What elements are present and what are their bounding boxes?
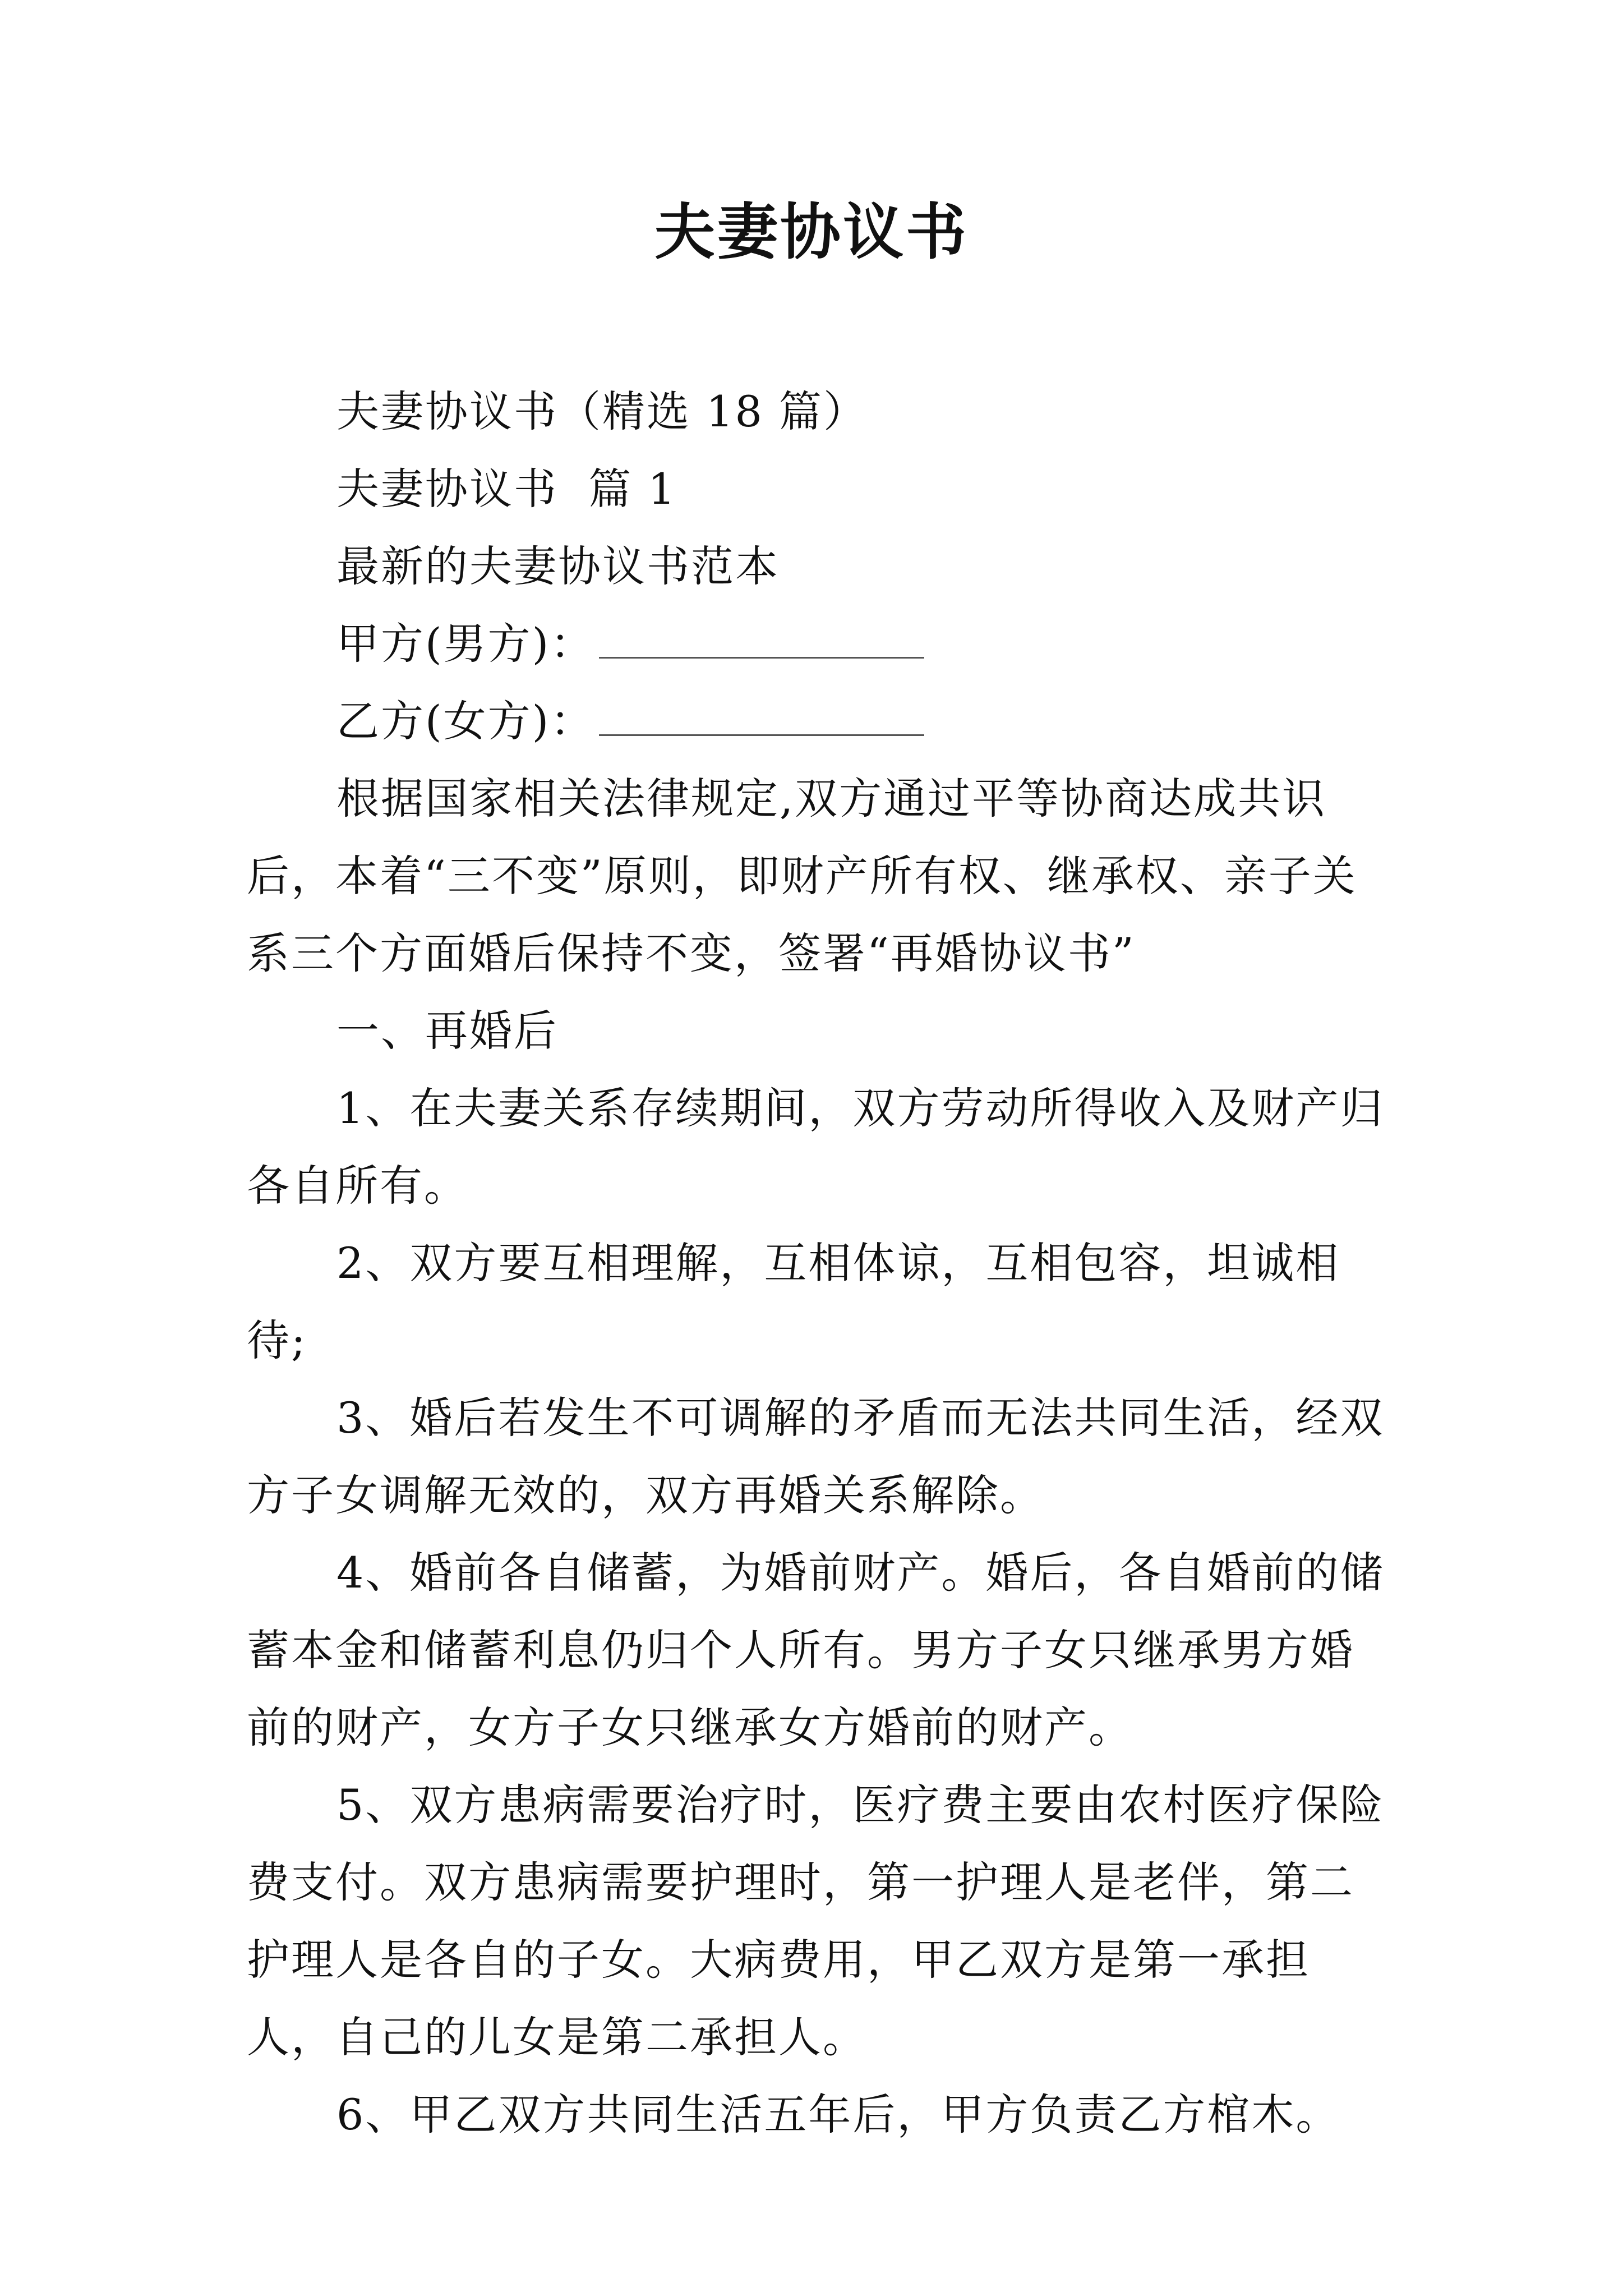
- party-a-blank-line: [599, 623, 924, 659]
- document-name: 最新的夫妻协议书范本: [336, 541, 780, 591]
- party-a-label: 甲方(男方)：: [336, 619, 595, 669]
- intro-paragraph: 根据国家相关法律规定,双方通过平等协商达成共识后，本着“三不变”原则，即财产所有权、继承权、亲子关系三个方面婚后保持不变，签署“再婚协议书”: [247, 774, 1357, 978]
- clause-3: 3、婚后若发生不可调解的矛盾而无法共同生活，经双方子女调解无效的，双方再婚关系解除。: [247, 1393, 1385, 1520]
- clause-6: 6、甲乙双方共同生活五年后，甲方负责乙方棺木。: [336, 2090, 1340, 2139]
- party-b-field: [247, 683, 1391, 760]
- section-heading: 夫妻协议书 篇 1: [336, 464, 677, 514]
- document-title: 夫妻协议书: [654, 197, 969, 268]
- party-a-field: [247, 605, 1391, 683]
- clause-5: 5、双方患病需要治疗时，医疗费主要由农村医疗保险费支付。双方患病需要护理时，第一护理人是老伴，第二护理人是各自的子女。大病费用，甲乙双方是第一承担人，自己的儿女是第二承担人。: [247, 1780, 1385, 2062]
- document-body: [247, 373, 1391, 2154]
- clause-2: 2、双方要互相理解，互相体谅，互相包容，坦诚相待;: [247, 1238, 1340, 1365]
- party-b-label: 乙方(女方)：: [336, 696, 595, 746]
- document-subtitle: 夫妻协议书（精选 18 篇）: [336, 386, 868, 436]
- clause-1: 1、在夫妻关系存续期间，双方劳动所得收入及财产归各自所有。: [247, 1083, 1385, 1211]
- party-b-blank-line: [599, 701, 924, 736]
- heading-remarriage: 一、再婚后: [336, 1006, 558, 1056]
- clause-4: 4、婚前各自储蓄，为婚前财产。婚后，各自婚前的储蓄本金和储蓄利息仍归个人所有。男方子女只继承男方婚前的财产，女方子女只继承女方婚前的财产。: [247, 1548, 1385, 1752]
